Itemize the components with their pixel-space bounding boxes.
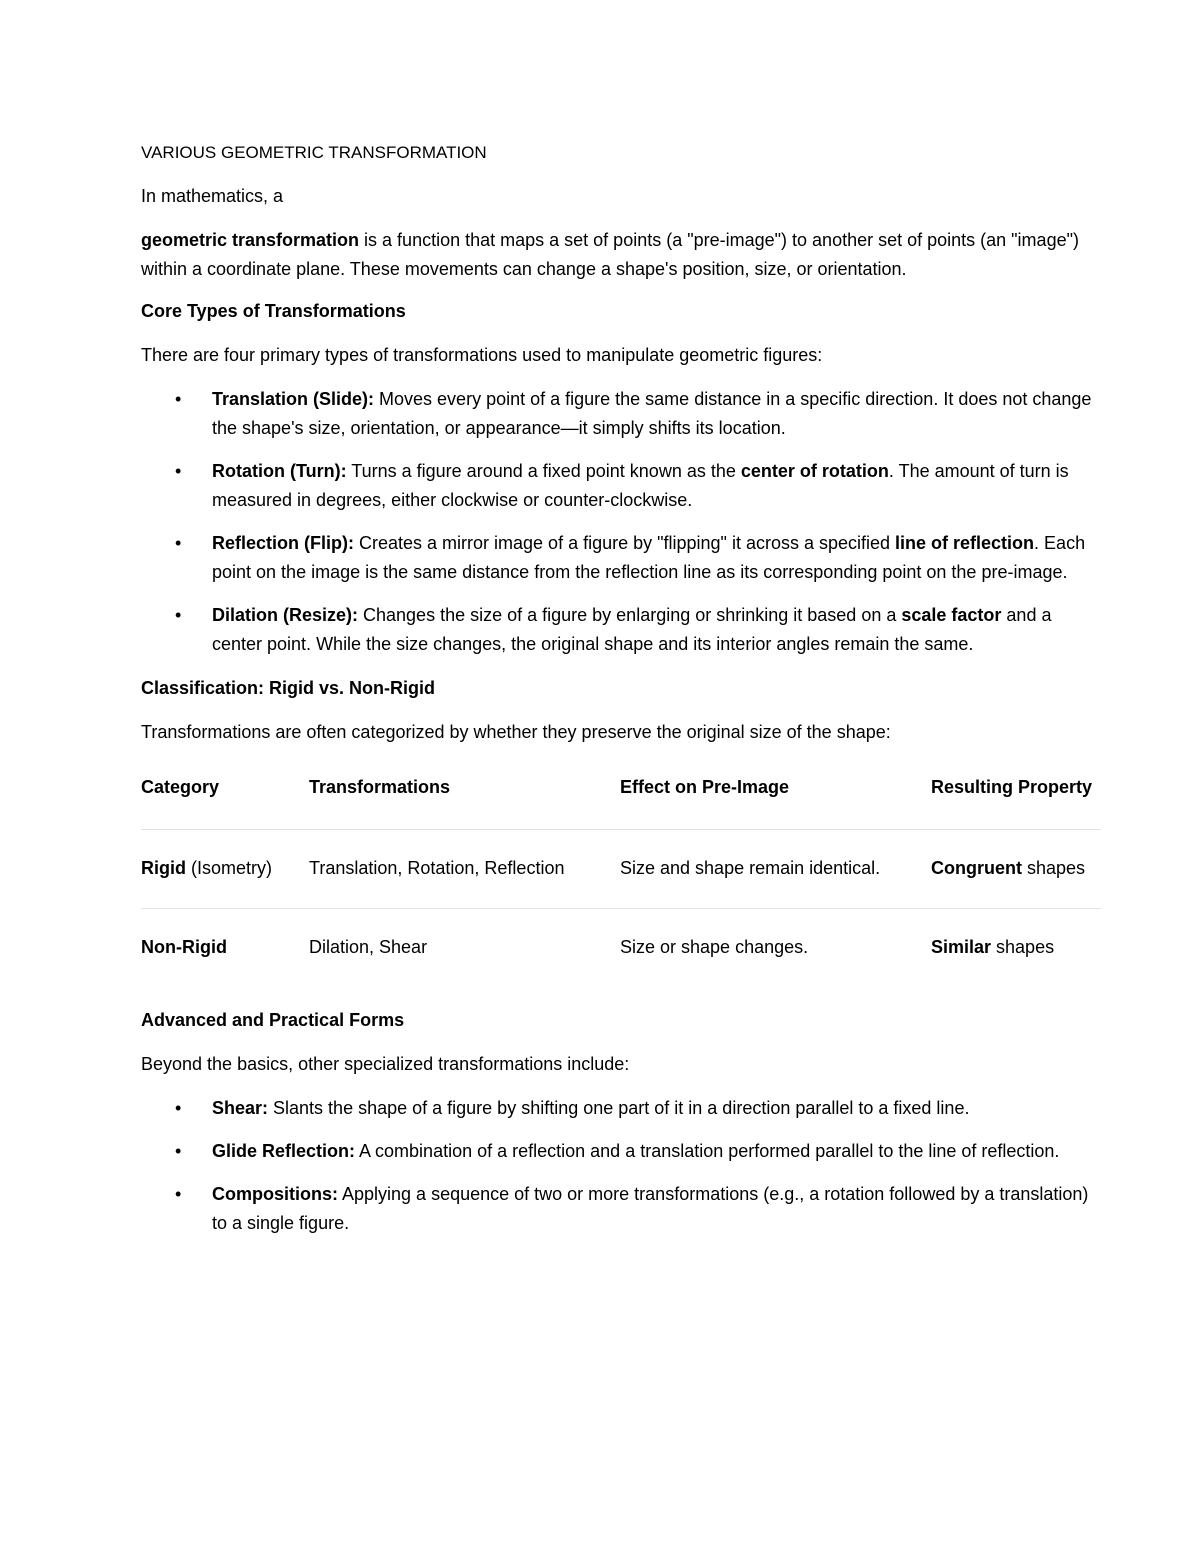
bullet-icon: • [175,1141,182,1161]
list-item-shear [141,1094,1101,1123]
document-page [141,138,1101,1253]
item-text: Creates a mirror image of a figure by "flipping" it across a specified [354,533,896,553]
cell-category [141,829,309,908]
bullet-icon: • [175,389,182,409]
list-item-rotation [141,457,1101,515]
list-item-glide-reflection [141,1137,1101,1166]
bullet-icon: • [175,461,182,481]
category-bold: Non-Rigid [141,937,227,958]
intro-text: is a function that maps a set of points (a "pre-image") to another set of points (an "image") within a coordinate plane. These movements can change a shape's position, size, or orientation. [141,230,1079,279]
bullet-icon: • [175,605,182,625]
property-rest: shapes [991,937,1055,958]
core-types-list [141,385,1101,659]
classification-heading: Classification: Rigid vs. Non-Rigid [141,678,436,698]
list-item-dilation [141,601,1101,659]
header-effect: Effect on Pre-Image [620,777,790,798]
table-row [141,908,1101,987]
cell-property [931,829,1101,908]
table-header-row [141,747,1101,829]
document-title: VARIOUS GEOMETRIC TRANSFORMATION [141,143,487,162]
property-rest: shapes [1021,858,1086,878]
cell-property [931,908,1101,987]
classification-lead: Transformations are often categorized by whether they preserve the original size of the shape: [141,722,891,742]
item-text: Moves every point of a figure the same distance in a specific direction. It does not change the shape's size, orientation, or appearance—it simply shifts its location. [212,389,1092,438]
table-row [141,829,1101,908]
list-item-reflection [141,529,1101,587]
intro-term: geometric transformation [141,230,360,250]
header-property: Resulting Property [931,777,1093,798]
advanced-lead: Beyond the basics, other specialized transformations include: [141,1054,630,1074]
advanced-heading: Advanced and Practical Forms [141,1010,405,1030]
category-bold: Rigid [141,858,186,878]
header-category: Category [141,777,220,798]
item-text: A combination of a reflection and a translation performed parallel to the line of reflection. [355,1141,1060,1161]
item-term: Reflection (Flip): [212,533,354,553]
bullet-icon: • [175,1098,182,1118]
item-bold-term: line of reflection [895,533,1035,553]
cell-effect: Size or shape changes. [620,937,809,958]
item-bold-term: scale factor [901,605,1002,625]
property-bold: Congruent [931,858,1022,878]
advanced-list [141,1094,1101,1238]
list-item-compositions [141,1180,1101,1238]
cell-transformations: Dilation, Shear [309,937,428,958]
core-types-lead: There are four primary types of transformations used to manipulate geometric figures: [141,345,823,365]
item-text: Changes the size of a figure by enlarging or shrinking it based on a [358,605,902,625]
cell-effect: Size and shape remain identical. [620,858,881,878]
item-term: Translation (Slide): [212,389,375,409]
item-text: and a center point. While the size changes, the original shape and its interior angles remain the same. [212,605,1052,654]
item-term: Glide Reflection: [212,1141,356,1161]
item-term: Dilation (Resize): [212,605,359,625]
item-text: . Each point on the image is the same distance from the reflection line as its corresponding point on the pre-image. [212,533,1086,582]
core-types-heading: Core Types of Transformations [141,301,406,321]
cell-transformations: Translation, Rotation, Reflection [309,858,565,878]
intro-paragraph [141,226,1101,284]
cell-category [141,908,309,987]
item-bold-term: center of rotation [740,461,889,481]
item-term: Rotation (Turn): [212,461,347,481]
intro-lead: In mathematics, a [141,186,284,206]
header-transformations: Transformations [309,777,451,798]
bullet-icon: • [175,1184,182,1204]
item-term: Compositions: [212,1184,338,1204]
bullet-icon: • [175,533,182,553]
list-item-translation [141,385,1101,443]
property-bold: Similar [931,937,992,958]
item-term: Shear: [212,1098,269,1118]
item-text: Applying a sequence of two or more transformations (e.g., a rotation followed by a translation) to a single figure. [212,1184,1089,1233]
item-text: . The amount of turn is measured in degrees, either clockwise or counter-clockwise. [212,461,1069,510]
classification-table [141,747,1101,987]
category-rest: (Isometry) [186,858,273,878]
item-text: Turns a figure around a fixed point known as the [346,461,741,481]
item-text: Slants the shape of a figure by shifting one part of it in a direction parallel to a fixed line. [268,1098,970,1118]
